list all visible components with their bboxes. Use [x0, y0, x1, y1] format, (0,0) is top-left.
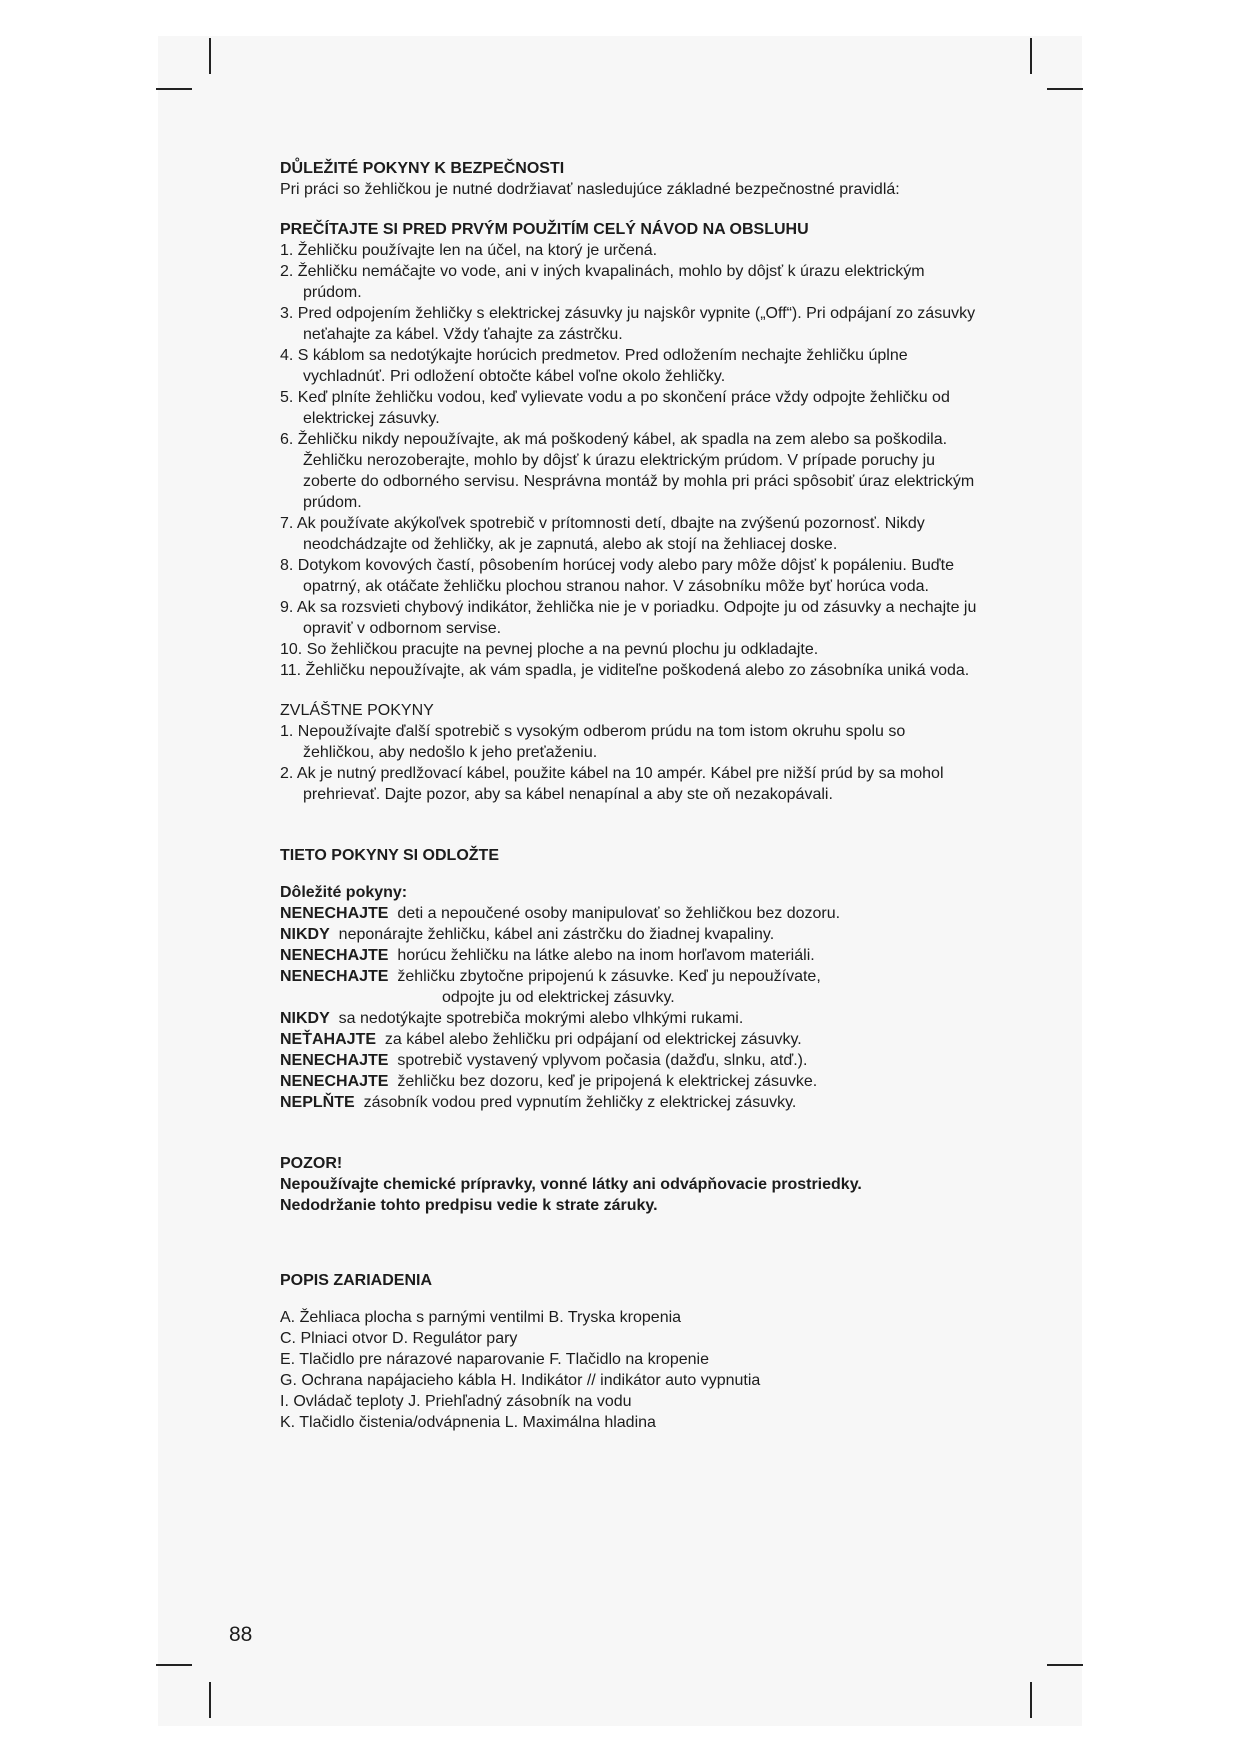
caution-line: Nedodržanie tohto predpisu vedie k strate záruky.: [280, 1197, 658, 1214]
warning-line: [280, 924, 980, 945]
warning-keyword: NENECHAJTE: [280, 1073, 389, 1090]
warning-text: žehličku zbytočne pripojenú k zásuvke. Keď ju nepoužívate,: [397, 968, 821, 985]
page-number: 88: [229, 1623, 253, 1646]
list-item: 9. Ak sa rozsvieti chybový indikátor, žehlička nie je v poriadku. Odpojte ju od zásuvky a nechajte ju opraviť v odbornom servise.: [280, 599, 977, 637]
warning-text: spotrebič vystavený vplyvom počasia (dažďu, slnku, atď.).: [397, 1052, 808, 1069]
warning-text: deti a nepoučené osoby manipulovať so žehličkou bez dozoru.: [397, 905, 841, 922]
list-item: 5. Keď plníte žehličku vodou, keď vylievate vodu a po skončení práce vždy odpojte žehličku od elektrickej zásuvky.: [280, 389, 950, 427]
warning-line: [280, 966, 980, 1008]
list-item: 3. Pred odpojením žehličky s elektrickej zásuvky ju najskôr vypnite („Off“). Pri odpájaní zo zásuvky neťahajte za kábel. Vždy ťahajte za zástrčku.: [280, 305, 976, 343]
parts-list: [280, 1307, 980, 1433]
warning-line: [280, 903, 980, 924]
warning-text-continued: odpojte ju od elektrickej zásuvky.: [442, 989, 675, 1006]
special-list: [280, 721, 980, 805]
warning-keyword: NENECHAJTE: [280, 905, 389, 922]
list-item: 10. So žehličkou pracujte na pevnej ploche a na pevnú plochu ju odkladajte.: [280, 641, 819, 658]
crop-mark: [156, 1664, 192, 1666]
section-title-keep: TIETO POKYNY SI ODLOŽTE: [280, 847, 499, 864]
warning-line: [280, 1029, 980, 1050]
crop-mark: [1047, 88, 1083, 90]
important-subtitle: Dôležité pokyny:: [280, 884, 408, 901]
warning-text: neponárajte žehličku, kábel ani zástrčku do žiadnej kvapaliny.: [338, 926, 775, 943]
warning-text: zásobník vodou pred vypnutím žehličky z elektrickej zásuvky.: [363, 1094, 797, 1111]
crop-mark: [1030, 1682, 1032, 1718]
list-item: 6. Žehličku nikdy nepoužívajte, ak má poškodený kábel, ak spadla na zem alebo sa poškodila. Žehličku nerozoberajte, mohlo by dôjsť k úrazu elektrickým prúdom. V prípade poruchy ju zoberte do odborného servisu. Nesprávna montáž by mohla pri práci spôsobiť úraz elektrickým prúdom.: [280, 431, 975, 511]
caution-line: Nepoužívajte chemické prípravky, vonné látky ani odvápňovacie prostriedky.: [280, 1176, 862, 1193]
warning-line: [280, 1050, 980, 1071]
document-body: [280, 158, 980, 1433]
list-item: 2. Ak je nutný predlžovací kábel, použite kábel na 10 ampér. Kábel pre nižší prúd by sa mohol prehrievať. Dajte pozor, aby sa kábel nenapínal a aby ste oň nezakopávali.: [280, 765, 944, 803]
warning-keyword: NENECHAJTE: [280, 1052, 389, 1069]
section-title-description: POPIS ZARIADENIA: [280, 1272, 433, 1289]
list-item: E. Tlačidlo pre nárazové naparovanie F. Tlačidlo na kropenie: [280, 1351, 709, 1368]
warning-keyword: NEPLŇTE: [280, 1094, 355, 1111]
warning-keyword: NIKDY: [280, 926, 330, 943]
list-item: 4. S káblom sa nedotýkajte horúcich predmetov. Pred odložením nechajte žehličku úplne vychladnúť. Pri odložení obtočte kábel voľne okolo žehličky.: [280, 347, 908, 385]
warning-line: [280, 1092, 980, 1113]
section-title-safety: DŮLEŽITÉ POKYNY K BEZPEČNOSTI: [280, 160, 565, 177]
warning-text: horúcu žehličku na látke alebo na inom horľavom materiáli.: [397, 947, 815, 964]
crop-mark: [1047, 1664, 1083, 1666]
section-title-read-manual: PREČÍTAJTE SI PRED PRVÝM POUŽITÍM CELÝ NÁVOD NA OBSLUHU: [280, 221, 809, 238]
list-item: K. Tlačidlo čistenia/odvápnenia L. Maximálna hladina: [280, 1414, 656, 1431]
crop-mark: [156, 88, 192, 90]
list-item: I. Ovládač teploty J. Priehľadný zásobník na vodu: [280, 1393, 632, 1410]
warning-keyword: NENECHAJTE: [280, 947, 389, 964]
crop-mark: [209, 1682, 211, 1718]
list-item: 1. Nepoužívajte ďalší spotrebič s vysokým odberom prúdu na tom istom okruhu spolu so žehličkou, aby nedošlo k jeho preťaženiu.: [280, 723, 906, 761]
warning-text: za kábel alebo žehličku pri odpájaní od elektrickej zásuvky.: [384, 1031, 802, 1048]
warning-line: [280, 945, 980, 966]
warning-line: [280, 1008, 980, 1029]
list-item: G. Ochrana napájacieho kábla H. Indikátor // indikátor auto vypnutia: [280, 1372, 761, 1389]
warning-line: [280, 1071, 980, 1092]
list-item: A. Žehliaca plocha s parnými ventilmi B. Tryska kropenia: [280, 1309, 682, 1326]
warning-text: žehličku bez dozoru, keď je pripojená k elektrickej zásuvke.: [397, 1073, 818, 1090]
warning-keyword: NIKDY: [280, 1010, 330, 1027]
crop-mark: [209, 38, 211, 74]
section-title-special: ZVLÁŠTNE POKYNY: [280, 702, 434, 719]
list-item: 1. Žehličku používajte len na účel, na ktorý je určená.: [280, 242, 658, 259]
warning-text: sa nedotýkajte spotrebiča mokrými alebo vlhkými rukami.: [338, 1010, 744, 1027]
list-item: C. Plniaci otvor D. Regulátor pary: [280, 1330, 518, 1347]
list-item: 8. Dotykom kovových častí, pôsobením horúcej vody alebo pary môže dôjsť k popáleniu. Buďte opatrný, ak otáčate žehličku plochou stranou nahor. V zásobníku môže byť horúca voda.: [280, 557, 954, 595]
list-item: 7. Ak používate akýkoľvek spotrebič v prítomnosti detí, dbajte na zvýšenú pozornosť. Nikdy neodchádzajte od žehličky, ak je zapnutá, alebo ak stojí na žehliacej doske.: [280, 515, 925, 553]
safety-list: [280, 240, 980, 681]
crop-mark: [1030, 38, 1032, 74]
warning-keyword: NEŤAHAJTE: [280, 1031, 377, 1048]
list-item: 2. Žehličku nemáčajte vo vode, ani v iných kvapalinách, mohlo by dôjsť k úrazu elektrickým prúdom.: [280, 263, 925, 301]
caution-title: POZOR!: [280, 1155, 343, 1172]
safety-intro: Pri práci so žehličkou je nutné dodržiavať nasledujúce základné bezpečnostné pravidlá:: [280, 181, 900, 198]
list-item: 11. Žehličku nepoužívajte, ak vám spadla, je viditeľne poškodená alebo zo zásobníka uniká voda.: [280, 662, 970, 679]
warning-keyword: NENECHAJTE: [280, 968, 389, 985]
